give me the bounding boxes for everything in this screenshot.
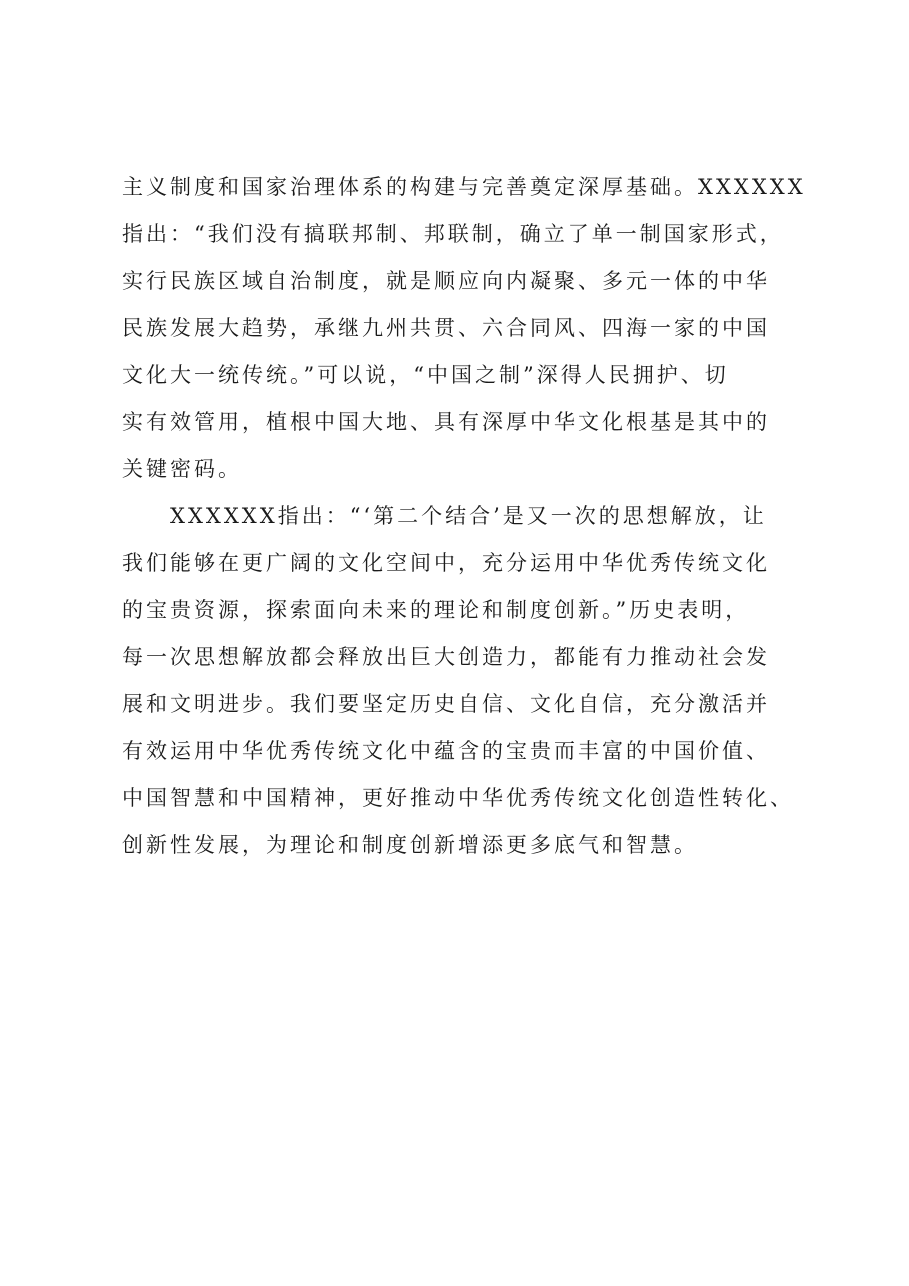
paragraph-line: 关键密码。 xyxy=(122,457,242,481)
paragraph-line: 我们能够在更广阔的文化空间中，充分运用中华优秀传统文化 xyxy=(122,551,770,575)
paragraph-line: 实行民族区域自治制度，就是顺应向内凝聚、多元一体的中华 xyxy=(122,269,770,293)
paragraph-line: 指出：“我们没有搞联邦制、邦联制，确立了单一制国家形式， xyxy=(122,222,784,246)
paragraph-line: 民族发展大趋势，承继九州共贯、六合同风、四海一家的中国 xyxy=(122,316,770,340)
paragraph-line: 中国智慧和中国精神，更好推动中华优秀传统文化创造性转化、 xyxy=(122,786,794,810)
paragraph-line: 每一次思想解放都会释放出巨大创造力，都能有力推动社会发 xyxy=(122,645,770,669)
paragraph-line: 实有效管用，植根中国大地、具有深厚中华文化根基是其中的 xyxy=(122,410,770,434)
paragraph-line: 有效运用中华优秀传统文化中蕴含的宝贵而丰富的中国价值、 xyxy=(122,739,770,763)
paragraph-line: 文化大一统传统。”可以说，“中国之制”深得人民拥护、切 xyxy=(122,363,729,387)
paragraph-line: 创新性发展，为理论和制度创新增添更多底气和智慧。 xyxy=(122,833,698,857)
paragraph-line: 展和文明进步。我们要坚定历史自信、文化自信，充分激活并 xyxy=(122,692,770,716)
paragraph-line: 的宝贵资源，探索面向未来的理论和制度创新。”历史表明， xyxy=(122,598,750,622)
paragraph-line: XXXXXX指出：“‘第二个结合’是又一次的思想解放，让 xyxy=(170,504,767,528)
document-body xyxy=(122,164,812,869)
paragraph-line: 主义制度和国家治理体系的构建与完善奠定深厚基础。XXXXXX xyxy=(122,175,806,199)
paragraph-2 xyxy=(122,493,812,869)
paragraph-1 xyxy=(122,164,812,493)
